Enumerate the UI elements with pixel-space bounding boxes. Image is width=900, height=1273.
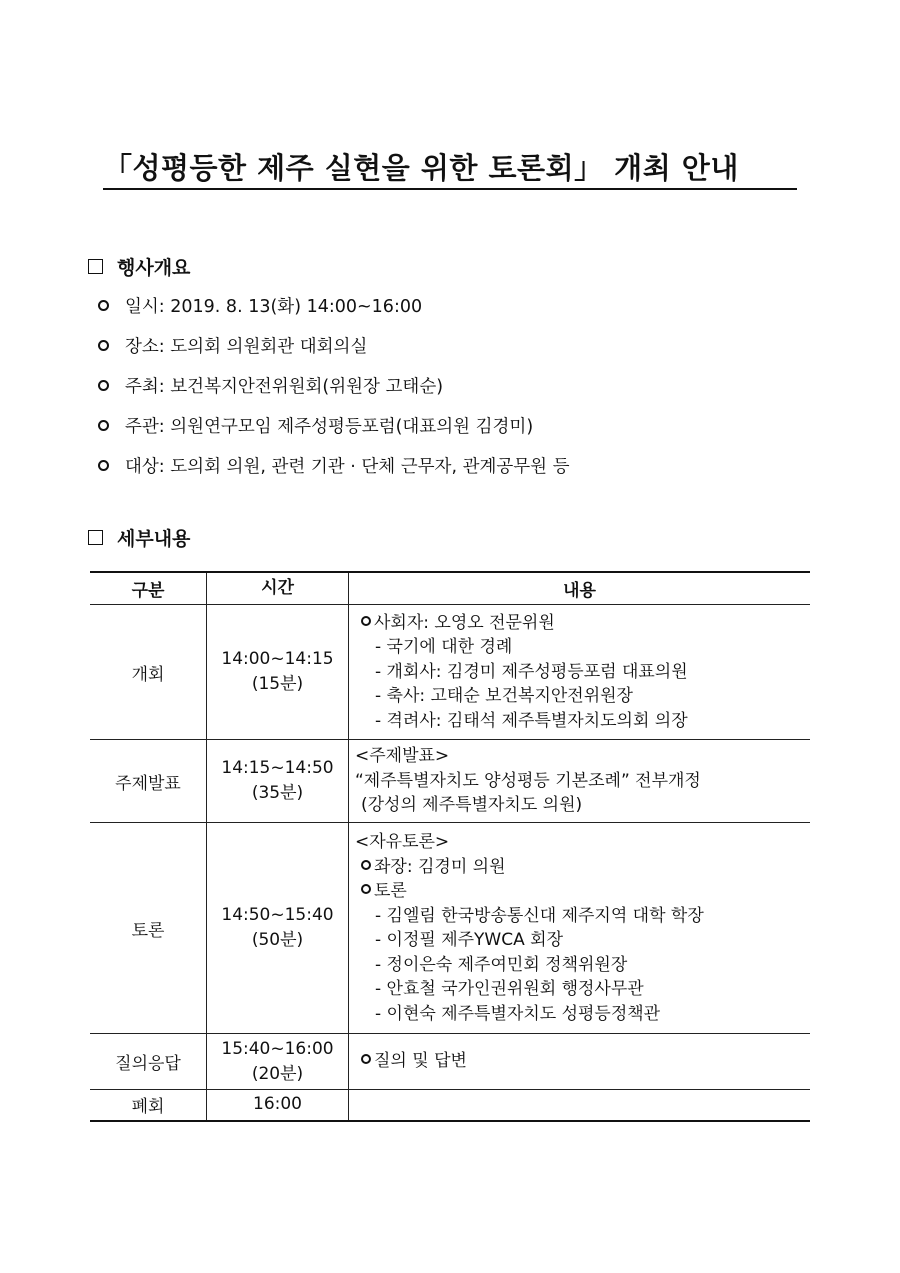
content-line — [355, 855, 810, 880]
row-time-cell — [207, 823, 349, 1034]
overview-item-text: 대상: 도의회 의원, 관련 기관 · 단체 근무자, 관계공무원 등 — [125, 456, 570, 477]
overview-item-date — [98, 292, 570, 318]
circle-bullet-icon — [98, 380, 109, 391]
content-line: - 김엘림 한국방송통신대 제주지역 대학 학장 — [375, 905, 704, 926]
table-row-presentation — [90, 740, 810, 823]
row-content-cell — [349, 1090, 811, 1121]
row-content-cell — [349, 740, 811, 823]
circle-bullet-icon — [98, 340, 109, 351]
overview-item-organizer — [98, 412, 570, 438]
checkbox-square-icon — [88, 530, 103, 545]
row-content-cell — [349, 605, 811, 740]
row-category: 질의응답 — [90, 1034, 207, 1090]
content-line: <자유토론> — [355, 832, 450, 852]
document-title: 「성평등한 제주 실현을 위한 토론회」 개최 안내 — [103, 151, 739, 185]
overview-heading — [88, 253, 190, 280]
circle-bullet-icon — [361, 616, 371, 626]
content-line: - 격려사: 김태석 제주특별자치도의회 의장 — [375, 710, 688, 731]
circle-bullet-icon — [98, 420, 109, 431]
row-time-cell — [207, 1034, 349, 1090]
table-header-row — [90, 572, 810, 605]
row-category: 토론 — [90, 823, 207, 1034]
content-line: - 축사: 고태순 보건복지안전위원장 — [375, 686, 633, 707]
overview-item-text: 주관: 의원연구모임 제주성평등포럼(대표의원 김경미) — [125, 416, 534, 437]
table-row-qna — [90, 1034, 810, 1090]
details-heading-label: 세부내용 — [117, 528, 191, 550]
circle-bullet-icon — [361, 884, 371, 894]
circle-bullet-icon — [361, 1054, 371, 1064]
overview-item-audience — [98, 452, 570, 478]
row-category: 개회 — [90, 605, 207, 740]
header-time: 시간 — [207, 572, 349, 605]
content-line — [355, 1049, 810, 1074]
row-time: 15:40~16:00 — [221, 1038, 334, 1059]
content-line — [355, 611, 810, 636]
content-line: (강성의 제주특별자치도 의원) — [361, 795, 583, 816]
circle-bullet-icon — [98, 460, 109, 471]
overview-list — [98, 292, 570, 492]
content-line: - 정이은숙 제주여민회 정책위원장 — [375, 954, 628, 975]
content-line: - 이현숙 제주특별자치도 성평등정책관 — [375, 1003, 661, 1024]
content-line: <주제발표> — [355, 746, 450, 767]
content-line: “제주특별자치도 양성평등 기본조례” 전부개정 — [355, 770, 701, 791]
overview-item-text: 일시: 2019. 8. 13(화) 14:00~16:00 — [125, 296, 423, 317]
row-duration: (15분) — [251, 674, 304, 694]
row-content-cell — [349, 1034, 811, 1090]
row-time: 14:00~14:15 — [221, 649, 334, 669]
row-content-cell — [349, 823, 811, 1034]
table-row-discussion — [90, 823, 810, 1034]
details-heading — [88, 524, 190, 551]
row-time: 16:00 — [253, 1094, 302, 1115]
table-row-opening — [90, 605, 810, 740]
header-category: 구분 — [90, 572, 207, 605]
row-time: 14:50~15:40 — [221, 905, 334, 925]
content-line: - 국기에 대한 경례 — [375, 637, 513, 658]
row-category: 폐회 — [90, 1090, 207, 1121]
content-line: - 개회사: 김경미 제주성평등포럼 대표의원 — [375, 661, 688, 682]
content-line — [355, 879, 810, 904]
content-text: 사회자: 오영오 전문위원 — [374, 612, 555, 633]
checkbox-square-icon — [88, 259, 103, 274]
table-row-closing — [90, 1090, 810, 1121]
overview-item-text: 장소: 도의회 의원회관 대회의실 — [125, 336, 368, 357]
overview-item-venue — [98, 332, 570, 358]
content-line: - 이정필 제주YWCA 회장 — [375, 930, 563, 950]
row-time-cell — [207, 1090, 349, 1121]
row-category: 주제발표 — [90, 740, 207, 823]
title-underline — [103, 188, 797, 190]
row-duration: (50분) — [251, 930, 304, 950]
circle-bullet-icon — [361, 860, 371, 870]
row-time-cell — [207, 605, 349, 740]
content-line: - 안효철 국가인권위원회 행정사무관 — [375, 979, 644, 999]
row-duration: (35분) — [251, 783, 304, 803]
content-text: 토론 — [374, 881, 407, 901]
row-time: 14:15~14:50 — [221, 758, 334, 778]
circle-bullet-icon — [98, 300, 109, 311]
schedule-table — [90, 571, 810, 1122]
overview-item-host — [98, 372, 570, 398]
overview-heading-label: 행사개요 — [117, 257, 191, 279]
content-text: 좌장: 김경미 의원 — [374, 856, 506, 877]
overview-item-text: 주최: 보건복지안전위원회(위원장 고태순) — [125, 376, 444, 397]
content-text: 질의 및 답변 — [374, 1051, 467, 1072]
row-duration: (20분) — [251, 1063, 304, 1084]
row-time-cell — [207, 740, 349, 823]
header-content: 내용 — [349, 572, 811, 605]
